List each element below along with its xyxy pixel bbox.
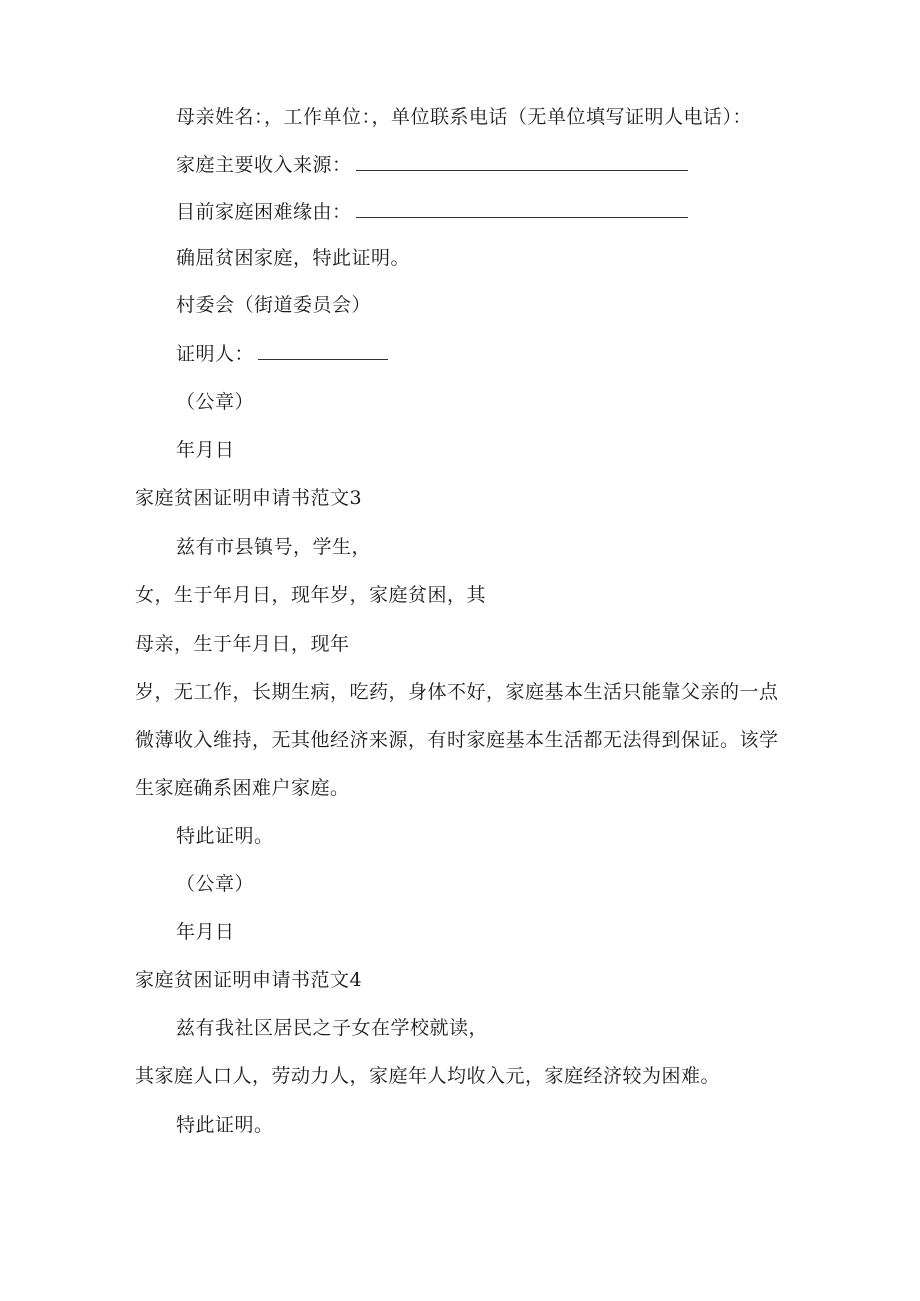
conclusion-line: 特此证明。 — [176, 825, 274, 847]
income-source-line — [176, 152, 688, 177]
paragraph-line: 女，生于年月日，现年岁，家庭贫困，其 — [135, 584, 487, 606]
difficulty-reason-line — [176, 199, 688, 224]
paragraph-line: 兹有市县镇号，学生， — [176, 536, 372, 558]
paragraph-line: 其家庭人口人，劳动力人，家庭年人均收入元，家庭经济较为困难。 — [135, 1065, 721, 1087]
mother-info-line: 母亲姓名：，工作单位：，单位联系电话（无单位填写证明人电话）： — [176, 106, 753, 128]
income-source-blank — [356, 152, 688, 171]
witness-label: 证明人： — [176, 343, 255, 365]
income-source-label: 家庭主要收入来源： — [176, 154, 352, 176]
paragraph-line: 生家庭确系困难户家庭。 — [135, 777, 350, 799]
confirmation-line: 确屈贫困家庭，特此证明。 — [176, 247, 411, 269]
committee-line: 村委会（街道委员会） — [176, 294, 372, 316]
date-line: 年月日 — [176, 439, 235, 461]
section-title: 家庭贫困证明申请书范文3 — [135, 487, 363, 509]
date-line: 年月日 — [176, 921, 235, 943]
witness-blank — [258, 341, 388, 360]
difficulty-reason-label: 目前家庭困难缘由： — [176, 201, 352, 223]
conclusion-line: 特此证明。 — [176, 1114, 274, 1136]
witness-line — [176, 341, 388, 366]
section-title: 家庭贫困证明申请书范文4 — [135, 969, 363, 991]
paragraph-line: 母亲，生于年月日，现年 — [135, 633, 350, 655]
seal-line: （公章） — [176, 391, 255, 413]
difficulty-reason-blank — [356, 199, 688, 218]
paragraph-line: 岁，无工作，长期生病，吃药，身体不好，家庭基本生活只能靠父亲的一点 — [135, 681, 779, 703]
seal-line: （公章） — [176, 873, 255, 895]
paragraph-line: 微薄收入维持，无其他经济来源，有时家庭基本生活都无法得到保证。该学 — [135, 729, 779, 751]
paragraph-line: 兹有我社区居民之子女在学校就读， — [176, 1017, 489, 1039]
